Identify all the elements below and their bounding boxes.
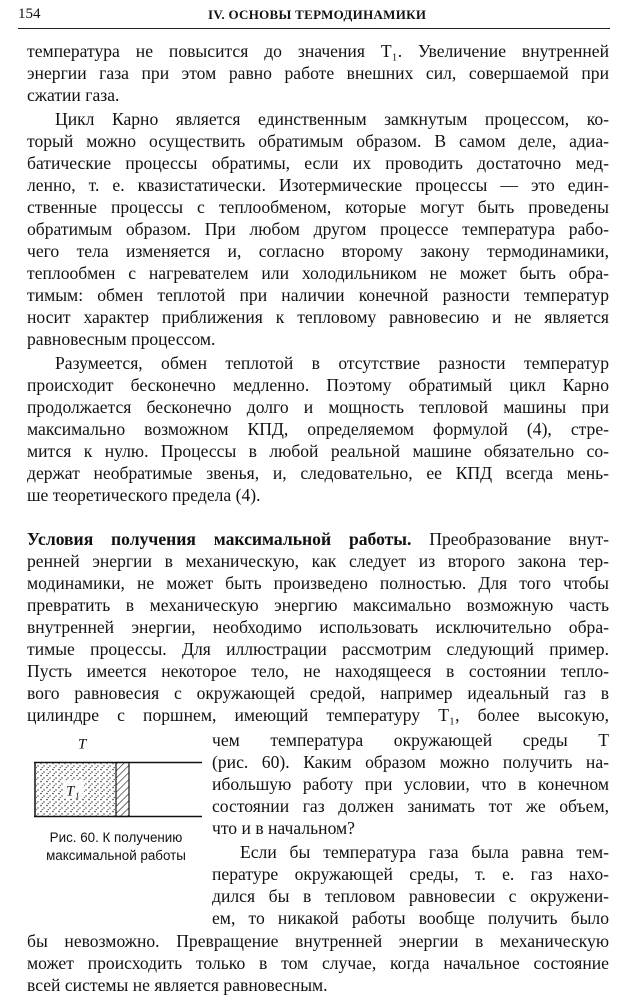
text-line: может происходить только в том случае, когда начальное состояние — [27, 953, 609, 973]
section-first-line — [27, 528, 609, 550]
text-line: Пусть имеется некоторое тело, не находящееся в состоянии тепло- — [27, 661, 609, 681]
text-line: температура не повысится до значения T₁. Увеличение внутренней — [27, 41, 609, 61]
text-line: ственные процессы с теплообменом, которые могут быть проведены — [27, 197, 609, 217]
text-line: всей системы не является равновесным. — [27, 975, 328, 995]
text-line: внутренней энергии, необходимо использовать исключительно обра- — [27, 617, 609, 637]
text-line: ше теоретического предела (4). — [27, 485, 261, 505]
figure-caption-line: Рис. 60. К получению — [49, 830, 183, 845]
text-line: вого равновесия с окружающей средой, например идеальный газ в — [27, 683, 609, 703]
piston — [116, 763, 129, 817]
page-header — [18, 6, 610, 29]
text-line: максимально возможном КПД, определяемом формулой (4), стре- — [27, 419, 609, 439]
text-line: Если бы температура газа была равна тем- — [240, 842, 609, 862]
text-line: Разумеется, обмен теплотой в отсутствие разности температур — [55, 353, 609, 373]
running-head: IV. ОСНОВЫ ТЕРМОДИНАМИКИ — [208, 7, 427, 22]
text-line: превратить в механическую энергию максимально возможную часть — [27, 595, 609, 615]
text-line: теплообмен с нагревателем или холодильником не может быть обра- — [27, 263, 609, 283]
text-line: носит характер приближения к тепловому равновесию и не является — [27, 307, 609, 327]
gas-temperature-label: T₁ — [66, 783, 80, 800]
text-line: сжатии газа. — [27, 85, 120, 105]
text-line: чем температура окружающей среды T — [212, 730, 609, 750]
text-line: цилиндре с поршнем, имеющий температуру T₁, более высокую, — [27, 705, 609, 725]
text-line: тимым: обмен теплотой при наличии конечной разности температур — [27, 285, 609, 305]
text-line: бы невозможно. Превращение внутренней энергии в механическую — [27, 931, 609, 951]
text-line: батические процессы обратимы, если их проводить достаточно мед- — [27, 153, 609, 173]
text-line: (рис. 60). Каким образом можно получить на- — [212, 752, 609, 772]
text-line: пературе окружающей среды, т. е. газ нахо- — [212, 864, 609, 884]
text-line: происходит бесконечно медленно. Поэтому обратимый цикл Карно — [27, 375, 609, 395]
text-line: модинамики, не может быть произведено полностью. Для того чтобы — [27, 573, 609, 593]
cylinder-piston-figure — [34, 730, 204, 825]
section-first-line-rest: Преобразование внут- — [411, 529, 609, 549]
text-line: обратимым образом. При любом другом процессе температура рабо- — [27, 219, 609, 239]
text-line: равновесным процессом. — [27, 329, 216, 349]
section-heading: Условия получения максимальной работы. — [27, 529, 412, 549]
text-line: держат необратимые звенья, и, следовательно, ее КПД всегда мень- — [27, 463, 609, 483]
text-line: Цикл Карно является единственным замкнутым процессом, ко- — [55, 109, 609, 129]
text-line: ибольшую работу при условии, что в конечном — [212, 774, 609, 794]
text-line: что и в начальном? — [212, 818, 355, 838]
figure-caption-line: максимальной работы — [46, 848, 186, 863]
page-number: 154 — [18, 6, 41, 22]
text-line: ренней энергии в механическую, как следует из второго закона тер- — [27, 551, 609, 571]
text-line: чего тела изменяется и, согласно второму закону термодинамики, — [27, 241, 609, 261]
text-line: дился бы в тепловом равновесии с окружени- — [212, 886, 609, 906]
text-line: мится к нулю. Процессы в любой реальной машине обязательно со- — [27, 441, 609, 461]
text-line: ленно, т. е. квазистатически. Изотермические процессы — это един- — [27, 175, 609, 195]
text-line: энергии газа при этом равно работе внешних сил, совершаемой при — [27, 63, 609, 83]
text-line: ем, то никакой работы вообще получить было — [212, 908, 609, 928]
text-line: продолжается бесконечно долго и мощность тепловой машины при — [27, 397, 609, 417]
text-line: торый можно осуществить обратимым образом. В самом деле, адиа- — [27, 131, 609, 151]
text-line: тимые процессы. Для иллюстрации рассмотрим следующий пример. — [27, 639, 609, 659]
ambient-temperature-label: T — [78, 736, 87, 753]
text-line: состоянии газ должен занимать тот же объем, — [212, 796, 609, 816]
